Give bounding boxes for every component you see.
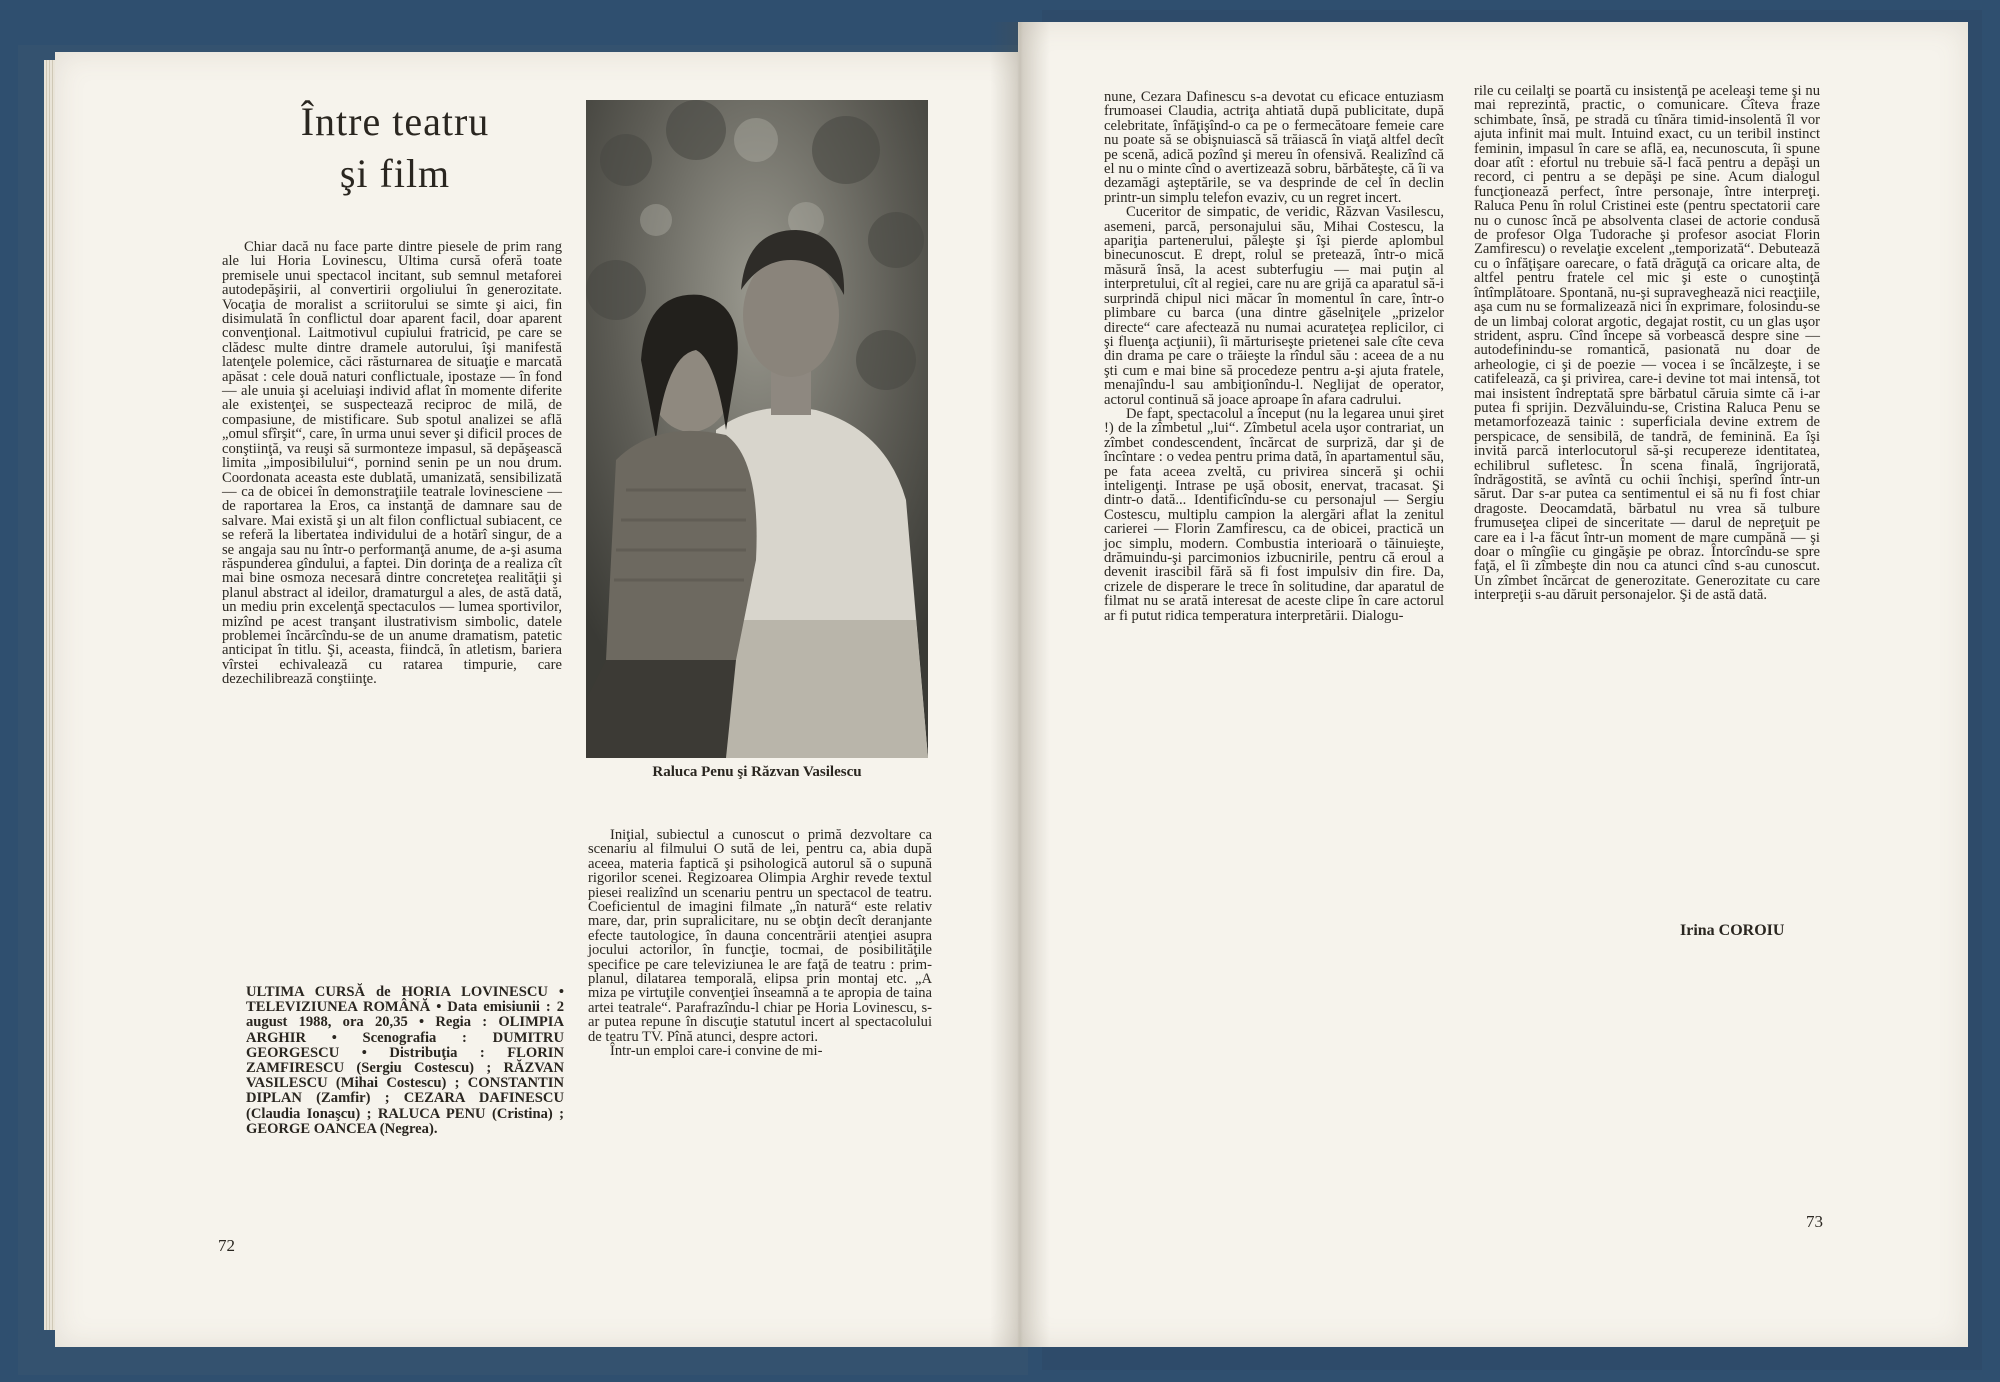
column-3-paragraph-2: Cuceritor de simpatic, de veridic, Răzvan Vasilescu, asemeni, parcă, personajului său, Mihai Costescu, la apariţia partenerului, păleşte şi îşi pierde aplombul binecunoscut. E drept, rolul se pretează, într-o mică măsură însă, la acest subterfugiu — mai puţin al interpretului, cît al regiei, care nu are grijă ca aparatul să-i surprindă chipul nici măcar în momentul în care, într-o plimbare cu barca (una dintre găselniţele „prizelor directe“ care afectează nu numai acurateţea replicilor, ci şi fluenţa acţiunii), îi mărturiseşte prietenei sale cîte ceva din drama pe care o trăieşte la rîndul său : aceea de a nu şti cum e mai bine să procedeze pentru a-şi ajuta fratele, menajîndu-l sau ambiţionîndu-l. Neglijat de operator, actorul continuă să joace aproape în afara cadrului. xyxy=(1104,204,1444,408)
column-4-paragraph-1: rile cu ceilalţi se poartă cu insistenţă pe aceleaşi teme şi nu mai reprezintă, practic, o comunicare. Cîteva fraze schimbate, însă, pe stradă cu tînăra timid-insolentă îl vor ajuta infinit mai mult. Intuind exact, cu un teribil instinct feminin, impasul în care se află, ea, necunoscuta, îi spune doar atît : efortul nu trebuie să-l facă pentru a depăşi un record, ci pentru a se depăşi pe sine. Acum dialogul funcţionează perfect, între personaje, între interpreţi. Raluca Penu în rolul Cristinei este (pentru spectatorii care nu o cunosc încă pe absolventa clasei de actorie condusă de profesor Olga Tudorache şi profesor asociat Florin Zamfirescu) o revelaţie excelent „temporizată“. Debutează cu o înfăţişare oarecare, o fată drăguţă ca oricare alta, de altfel pentru fratele cel mic şi este o cunoştinţă întîmplătoare. Spontană, nu-şi supraveghează nici reacţiile, aşa cum nu se formalizează nici în exprimare, folosindu-se de un limbaj colorat argotic, degajat rostit, cu un glas uşor strident, aspru. Cînd începe să vorbească despre sine — autodefinindu-se romantică, pasionată nu doar de arheologie, ci şi de poezie — vocea i se încălzeşte, i se catifelează, ca şi privirea, care-i devine tot mai intensă, tot mai insistent îndreptată spre bărbatul căruia simte că i-ar putea fi sprijin. Dezvăluindu-se, Cristina Raluca Penu se metamorfozează tainic : superficiala devine extrem de perspicace, de sensibilă, de tandră, de feminină. Ea îşi invită parcă interlocutorul să-şi recupereze identitatea, echilibrul sufletesc. În scena finală, îngrijorată, îndrăgostită, se avîntă cu ochii închişi, sperînd într-un sărut. Dar s-ar putea ca sentimentul ei să nu fi fost chiar dragoste. Deocamdată, bărbatul nu vrea să tulbure frumuseţea clipei de sinceritate — darul de nepreţuit pe care ea i l-a făcut într-un moment de mare cumpănă — şi doar o mîngîie cu gingăşie pe obraz. Întorcîndu-se spre faţă, el îi zîmbeşte din nou ca atunci cînd s-au cunoscut. Un zîmbet încărcat de generozitate. Generozitate cu care interpreţii s-au dăruit personajelor. Şi de astă dată. xyxy=(1474,83,1820,604)
article-title xyxy=(230,96,560,200)
column-2 xyxy=(588,828,932,1059)
photo-caption: Raluca Penu şi Răzvan Vasilescu xyxy=(652,764,862,780)
photo-actors xyxy=(586,100,928,758)
broadcast-credits: ULTIMA CURSĂ de HORIA LOVINESCU • TELEVIZIUNEA ROMÂNĂ • Data emisiunii : 2 august 1988, ora 20,35 • Regia : OLIMPIA ARGHIR • Scenografia : DUMITRU GEORGESCU • Distribuţia : FLORIN ZAMFIRESCU (Sergiu Costescu) ; RĂZVAN VASILESCU (Mihai Costescu) ; CONSTANTIN DIPLAN (Zamfir) ; CEZARA DAFINESCU (Claudia Ionaşcu) ; RALUCA PENU (Cristina) ; GEORGE OANCEA (Negrea). xyxy=(246,984,564,1137)
author-signature: Irina COROIU xyxy=(1680,922,1785,939)
column-3-paragraph-1: nune, Cezara Dafinescu s-a devotat cu eficace entuziasm frumoasei Claudia, actriţa ahtiată după publicitate, după celebritate, înfăţişînd-o ca pe o fermecătoare femeie care nu poate să se obişnuiască să trăiască în viaţă altfel decît pe scenă, adică pozînd şi mereu în ofensivă. Realizînd că el nu o minte cînd o avertizează sobru, bărbăteşte, că îi va dezamăgi aşteptările, se va desprinde de cel în declin printr-un simplu telefon evaziv, cu un regret incert. xyxy=(1104,89,1444,206)
column-1 xyxy=(222,240,562,687)
column-3-paragraph-3: De fapt, spectacolul a început (nu la legarea unui şiret !) de la zîmbetul „lui“. Zîmbetul acela uşor contrariat, un zîmbet condescendent, încărcat de surpriză, dar şi de încîntare : o vedea pentru prima dată, în apartamentul său, pe fata aceea zveltă, cu privirea sinceră şi ochii inteligenţi. Intrase pe uşă obosit, enervat, tracasat. Şi dintr-o dată... Identificîndu-se cu personajul — Sergiu Costescu, multiplu campion la alergări aflat la zenitul carierei — Florin Zamfirescu, ca de obicei, practică un joc simplu, modern. Combustia interioară o tăinuieşte, drămuindu-şi parcimonios izbucnirile, pentru că eroul a devenit irascibil fără să fi fost impulsiv din fire. Da, crizele de disperare le trece în solitudine, dar aparatul de filmat nu se arată interesat de aceste clipe în care actorul ar fi putut ridica temperatura interpretării. Dialogu- xyxy=(1104,405,1444,624)
column-2-paragraph-1: Iniţial, subiectul a cunoscut o primă dezvoltare ca scenariu al filmului O sută de lei, pentru ca, abia după aceea, materia faptică şi psihologică autorul să o supună rigorilor scenei. Regizoarea Olimpia Arghir revede textul piesei realizînd un scenariu pentru un spectacol de teatru. Coeficientul de imagini filmate „în natură“ este relativ mare, dar, prin supralicitare, nu se obţin decît deranjante efecte tautologice, în dauna concentrării atenţiei asupra jocului actorilor, în funcţie, tocmai, de posibilităţile specifice pe care televiziunea le are faţă de teatru : prim-planul, dilatarea temporală, elipsa prin montaj etc. „A miza pe virtuţile convenţiei înseamnă a te apropia de taina artei teatrale“. Parafrazîndu-l chiar pe Horia Lovinescu, s-ar putea repune în discuţie statutul incert al spectacolului de teatru TV. Pînă atunci, despre actori. xyxy=(588,827,932,1045)
column-3 xyxy=(1104,90,1444,623)
book-gutter xyxy=(990,22,1050,1347)
column-4 xyxy=(1474,84,1820,603)
column-1-paragraph-1: Chiar dacă nu face parte dintre piesele de prim rang ale lui Horia Lovinescu, Ultima cursă oferă toate premisele unui spectacol incitant, sub semnul metaforei autodepăşirii, al convertirii orgoliului în generozitate. Vocaţia de moralist a scriitorului se simte şi aici, fin disimulată în conflictul doar aparent facil, doar aparent convenţional. Laitmotivul cupiului fratricid, pe care se clădesc multe dintre dramele autorului, îşi manifestă latenţele polemice, căci răsturnarea de situaţie e marcată apăsat : cele două naturi conflictuale, ipostaze — în fond — ale unuia şi aceluiaşi individ aflat în momente diferite ale existenţei, se suspectează reciproc de milă, de compasiune, de mistificare. Sub spotul analizei se află „omul sfîrşit“, care, în urma unui sever şi dificil proces de conştiinţă, va reuşi să surmonteze impasul, să depăşească limita „imposibilului“, pornind senin pe un nou drum. Coordonata aceasta este dublată, umanizată, sensibilizată — ca de obicei în demonstraţiile teatrale lovinesciene — de raportarea la Eros, ca instanţă de damnare sau de salvare. Mai există şi un alt filon conflictual subiacent, ce se referă la libertatea individului de a hotărî singur, de a se angaja sau nu într-o performanţă anume, de a-şi asuma răspunderea gîndului, a faptei. Din dorinţa de a realiza cît mai bine osmoza necesară dintre concreteţea realităţii şi planul abstract al ideilor, dramaturgul a ales, de astă dată, un mediu prin excelenţă spectaculos — lumea sportivilor, mizînd pe acest tranşant ilustrativism simbolic, datele problemei încărcîndu-se de un anume dramatism, patetic anticipat în titlu. Şi, aceasta, fiindcă, în atletism, bariera vîrstei echivalează cu ratarea timpurie, care dezechilibrează conştiinţe. xyxy=(222,239,562,688)
title-line-2: şi film xyxy=(339,151,451,196)
column-2-paragraph-2: Într-un emploi care-i convine de mi- xyxy=(610,1043,823,1060)
title-line-1: Între teatru xyxy=(300,99,490,144)
page-number-right: 73 xyxy=(1806,1212,1823,1231)
page-number-left: 72 xyxy=(218,1236,235,1255)
photo-image xyxy=(586,100,928,758)
